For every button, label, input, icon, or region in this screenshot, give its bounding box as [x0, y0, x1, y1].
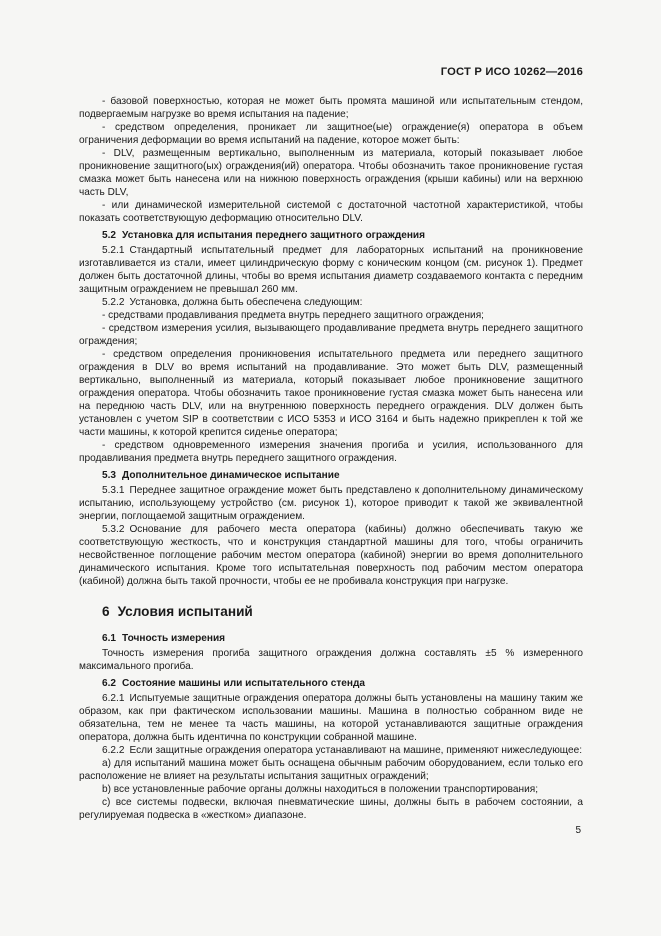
paragraph-5-3-1 — [79, 484, 583, 523]
section-title: Точность измерения — [122, 633, 226, 644]
clause-text: Испытуемые защитные ограждения оператора должны быть установлены на машину таким же образом, как при фактическом использовании машины. Машина в полностью собранном виде не обязательна, тем не менее та часть машины, на которой устанавливаются защитные ограждения оператора, должна быть идентична по конструкции собранной машине. — [79, 693, 583, 743]
clause-text: Переднее защитное ограждение может быть представлено к дополнительному динамическому испытанию, использующему устройство (см. рисунок 1), которое приводит к такой же эквивалентной энергии, поглощаемой защитным ограждением. — [79, 485, 583, 522]
paragraph: - средством определения, проникает ли защитное(ые) ограждение(я) оператора в объем ограничения деформации во время испытаний на падение, которое может быть: — [79, 122, 583, 146]
section-heading-6-1 — [79, 632, 583, 645]
section-heading-6-2 — [79, 677, 583, 690]
paragraph-5-2-2 — [79, 296, 583, 309]
section-title: Состояние машины или испытательного стенда — [122, 678, 366, 689]
section-title: Условия испытаний — [117, 604, 253, 619]
paragraph-5-2-1 — [79, 244, 583, 296]
section-heading-6 — [79, 604, 583, 620]
clause-number: 6.2.2 — [102, 745, 125, 756]
list-item: a) для испытаний машина может быть оснащена обычным рабочим оборудованием, если только его расположение не влияет на результаты испытания защитных ограждений; — [79, 758, 583, 782]
list-item: - средством одновременного измерения значения прогиба и усилия, использованного для продавливания предмета внутрь переднего защитного ограждения. — [79, 440, 583, 464]
list-item: b) все установленные рабочие органы должны находиться в положении транспортирования; — [102, 784, 539, 795]
list-item: c) все системы подвески, включая пневматические шины, должны быть в рабочем состоянии, а регулируемая подвеска в «жестком» диапазоне. — [79, 797, 583, 821]
clause-number: 5.3.1 — [102, 485, 125, 496]
section-heading-5-3 — [79, 469, 583, 482]
section-number: 6.2 — [102, 678, 117, 689]
clause-text: Стандартный испытательный предмет для лабораторных испытаний на проникновение изготавливается из стали, имеет цилиндрическую форму с коническим концом (см. рисунок 1). Предмет должен быть достаточной длины, чтобы во время испытания диаметр создаваемого контакта с передним защитным ограждением не превышал 260 мм. — [79, 245, 583, 295]
list-item: - средством измерения усилия, вызывающего продавливание предмета внутрь переднего защитного ограждения; — [79, 323, 583, 347]
section-title: Дополнительное динамическое испытание — [122, 470, 340, 481]
paragraph-5-3-2 — [79, 523, 583, 588]
paragraph: - DLV, размещенным вертикально, выполненным из материала, который показывает любое проникновение защитного(ых) ограждения(ий) оператора. Чтобы обозначить такое проникновение густая смазка может быть нанесена или на нижнюю поверхность ограждения (крыши кабины) или на верхнюю часть DLV, — [79, 148, 583, 198]
section-heading-5-2 — [79, 229, 583, 242]
clause-text: Основание для рабочего места оператора (кабины) должно обеспечивать такую же соответствующую жесткость, что и конструкция стандартной машины для того, чтобы ограничить несвойственное поглощение рабочим местом оператора (кабиной) энергии во время дополнительного динамического испытания. Кроме того испытательная поверхность под рабочим местом оператора (кабиной) должна быть такой прочности, чтобы ее не пробивала конструкция при нагрузке. — [79, 524, 583, 587]
clause-text: Если защитные ограждения оператора устанавливают на машине, применяют нижеследующее: — [129, 745, 583, 756]
paragraph: - базовой поверхностью, которая не может быть промята машиной или испытательным стендом, подвергаемым нагрузке во время испытания на падение; — [79, 96, 583, 120]
section-title: Установка для испытания переднего защитного ограждения — [122, 230, 426, 241]
clause-number: 5.2.1 — [102, 245, 125, 256]
list-item: - средством определения проникновения испытательного предмета или переднего защитного ограждения в DLV во время испытаний на продавливание. Это может быть DLV, размещенный вертикально, выполненный из материала, который показывает любое проникновение защитного ограждения оператора. Чтобы обозначить такое проникновение густая смазка может быть нанесена или на переднюю часть DLV, или на внутреннюю поверхность переднего ограждения. DLV должен быть установлен с учетом SIP в соответствии с ИСО 5353 и ИСО 3164 и быть надежно прикреплен к той же части машины, к которой крепится сиденье оператора; — [79, 349, 583, 438]
list-item: - средствами продавливания предмета внутрь переднего защитного ограждения; — [102, 310, 484, 321]
section-number: 6 — [102, 604, 110, 619]
page-content — [79, 95, 583, 822]
paragraph: Точность измерения прогиба защитного ограждения должна составлять ±5 % измеренного максимального прогиба. — [79, 648, 583, 672]
clause-number: 6.2.1 — [102, 693, 125, 704]
section-number: 5.3 — [102, 470, 117, 481]
clause-number: 5.2.2 — [102, 297, 125, 308]
clause-text: Установка, должна быть обеспечена следующим: — [129, 297, 363, 308]
clause-number: 5.3.2 — [102, 524, 125, 535]
paragraph-6-2-1 — [79, 692, 583, 744]
paragraph: - или динамической измерительной системой с достаточной частотной характеристикой, чтобы показать соответствующую деформацию относительно DLV. — [79, 200, 583, 224]
page-number: 5 — [575, 825, 581, 836]
document-id-header: ГОСТ Р ИСО 10262—2016 — [440, 66, 583, 78]
section-number: 5.2 — [102, 230, 117, 241]
section-number: 6.1 — [102, 633, 117, 644]
paragraph-6-2-2 — [79, 744, 583, 757]
